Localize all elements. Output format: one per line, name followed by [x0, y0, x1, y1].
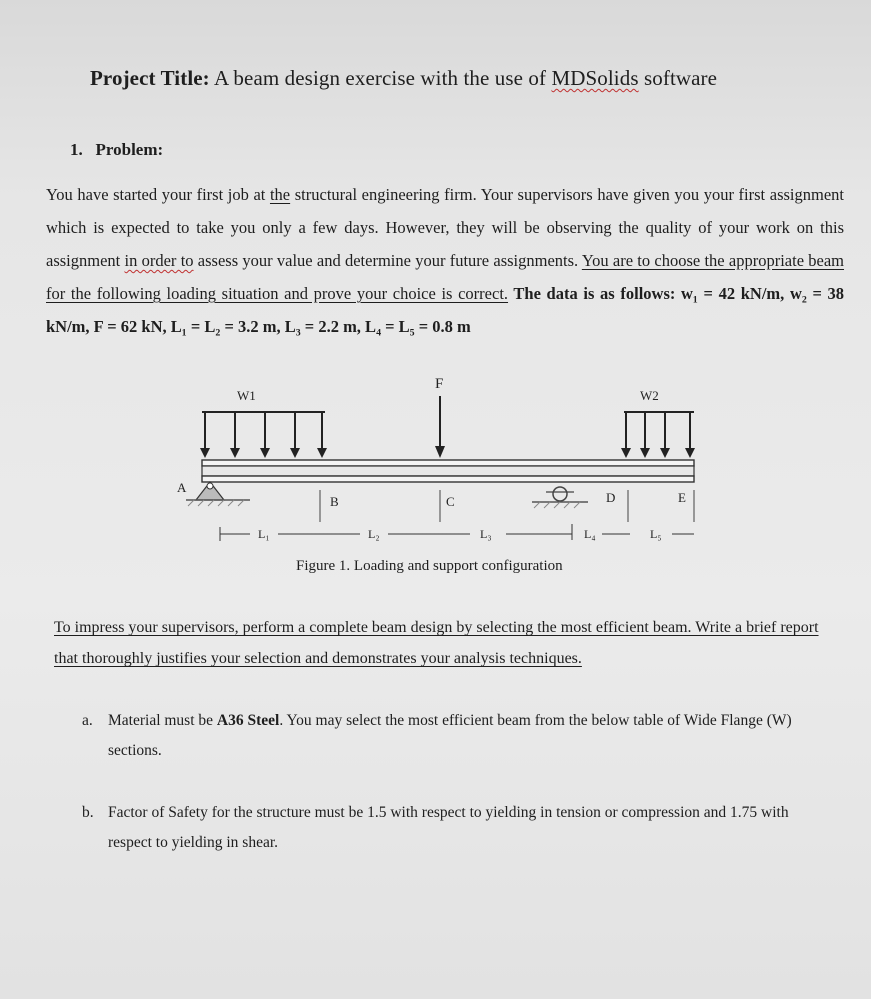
dim-l4-label: L₄ [584, 527, 596, 541]
dim-l5-label: L₅ [650, 527, 662, 541]
problem-text-2: structural engineering firm. Your supervisors have given you your first assignment which is expected to take you only a few days. However, they will be observing the quality of your work on this assignment [46, 185, 844, 270]
requirement-a-marker: a. [82, 712, 93, 729]
point-e-label: E [678, 490, 686, 505]
section-number: 1. [70, 140, 83, 159]
dim-l3-label: L₃ [480, 527, 492, 541]
ground-a-hatch [188, 500, 244, 506]
problem-text-in-order: in order to [124, 251, 194, 270]
section-heading [70, 140, 163, 160]
pin-support-a-hinge [207, 483, 213, 489]
requirements-list [82, 706, 822, 890]
requirement-a-text: Material must be A36 Steel. You may select the most efficient beam from the below table of Wide Flange (W) sections. [108, 712, 792, 759]
project-title-text: A beam design exercise with the use of [209, 66, 552, 90]
point-c-label: C [446, 494, 455, 509]
requirement-b-text: Factor of Safety for the structure must be 1.5 with respect to yielding in tension or compression and 1.75 with respect to yielding in shear. [108, 804, 789, 851]
problem-text-the: the [269, 185, 291, 204]
dimension-lines [220, 524, 694, 541]
beam-loading-figure [160, 372, 720, 552]
w2-arrowheads [621, 448, 695, 458]
dim-l2-label: L₂ [368, 527, 380, 541]
point-d-label: D [606, 490, 616, 505]
project-title [90, 66, 830, 91]
w2-label: W2 [640, 388, 659, 403]
project-title-label: Project Title: [90, 66, 210, 90]
beam-top-flange [202, 460, 694, 466]
roller-support-d [553, 487, 567, 501]
software-name: MDSolids [551, 66, 639, 90]
requirement-a [82, 706, 822, 766]
problem-paragraph [46, 178, 844, 343]
w2-arrows [626, 412, 690, 450]
task-instruction: To impress your supervisors, perform a complete beam design by selecting the most efficient beam. Write a brief report that thoroughly justifies your selection and demonstrates your analysis techniques. [54, 619, 819, 667]
project-title-suffix: software [638, 66, 718, 90]
force-label: F [435, 376, 444, 392]
problem-text-3: assess your value and determine your future assignments. [193, 251, 582, 270]
ground-d-hatch [534, 502, 580, 508]
beam-web [202, 466, 694, 476]
problem-text-1: You have started your first job at [46, 185, 270, 204]
figure-caption: Figure 1. Loading and support configuration [296, 558, 563, 574]
w1-arrows [205, 412, 322, 450]
beam-bottom-flange [202, 476, 694, 482]
force-arrowhead [435, 446, 445, 458]
w1-arrowheads [200, 448, 327, 458]
requirement-b [82, 798, 822, 858]
problem-task-statement: You are to choose the appropriate beam for the following loading situation and prove your choice is correct. [46, 251, 845, 303]
requirement-b-marker: b. [82, 804, 94, 821]
problem-data: The data is as follows: w₁ = 42 kN/m, w₂ = 38 kN/m, F = 62 kN, L₁ = L₂ = 3.2 m, L₃ = 2.2 m, L₄ = L₅ = 0.8 m [46, 284, 845, 336]
point-b-label: B [330, 494, 339, 509]
section-label: Problem: [95, 140, 164, 159]
dim-l1-label: L₁ [258, 527, 270, 541]
w1-label: W1 [237, 388, 256, 403]
point-a-label: A [177, 480, 187, 495]
